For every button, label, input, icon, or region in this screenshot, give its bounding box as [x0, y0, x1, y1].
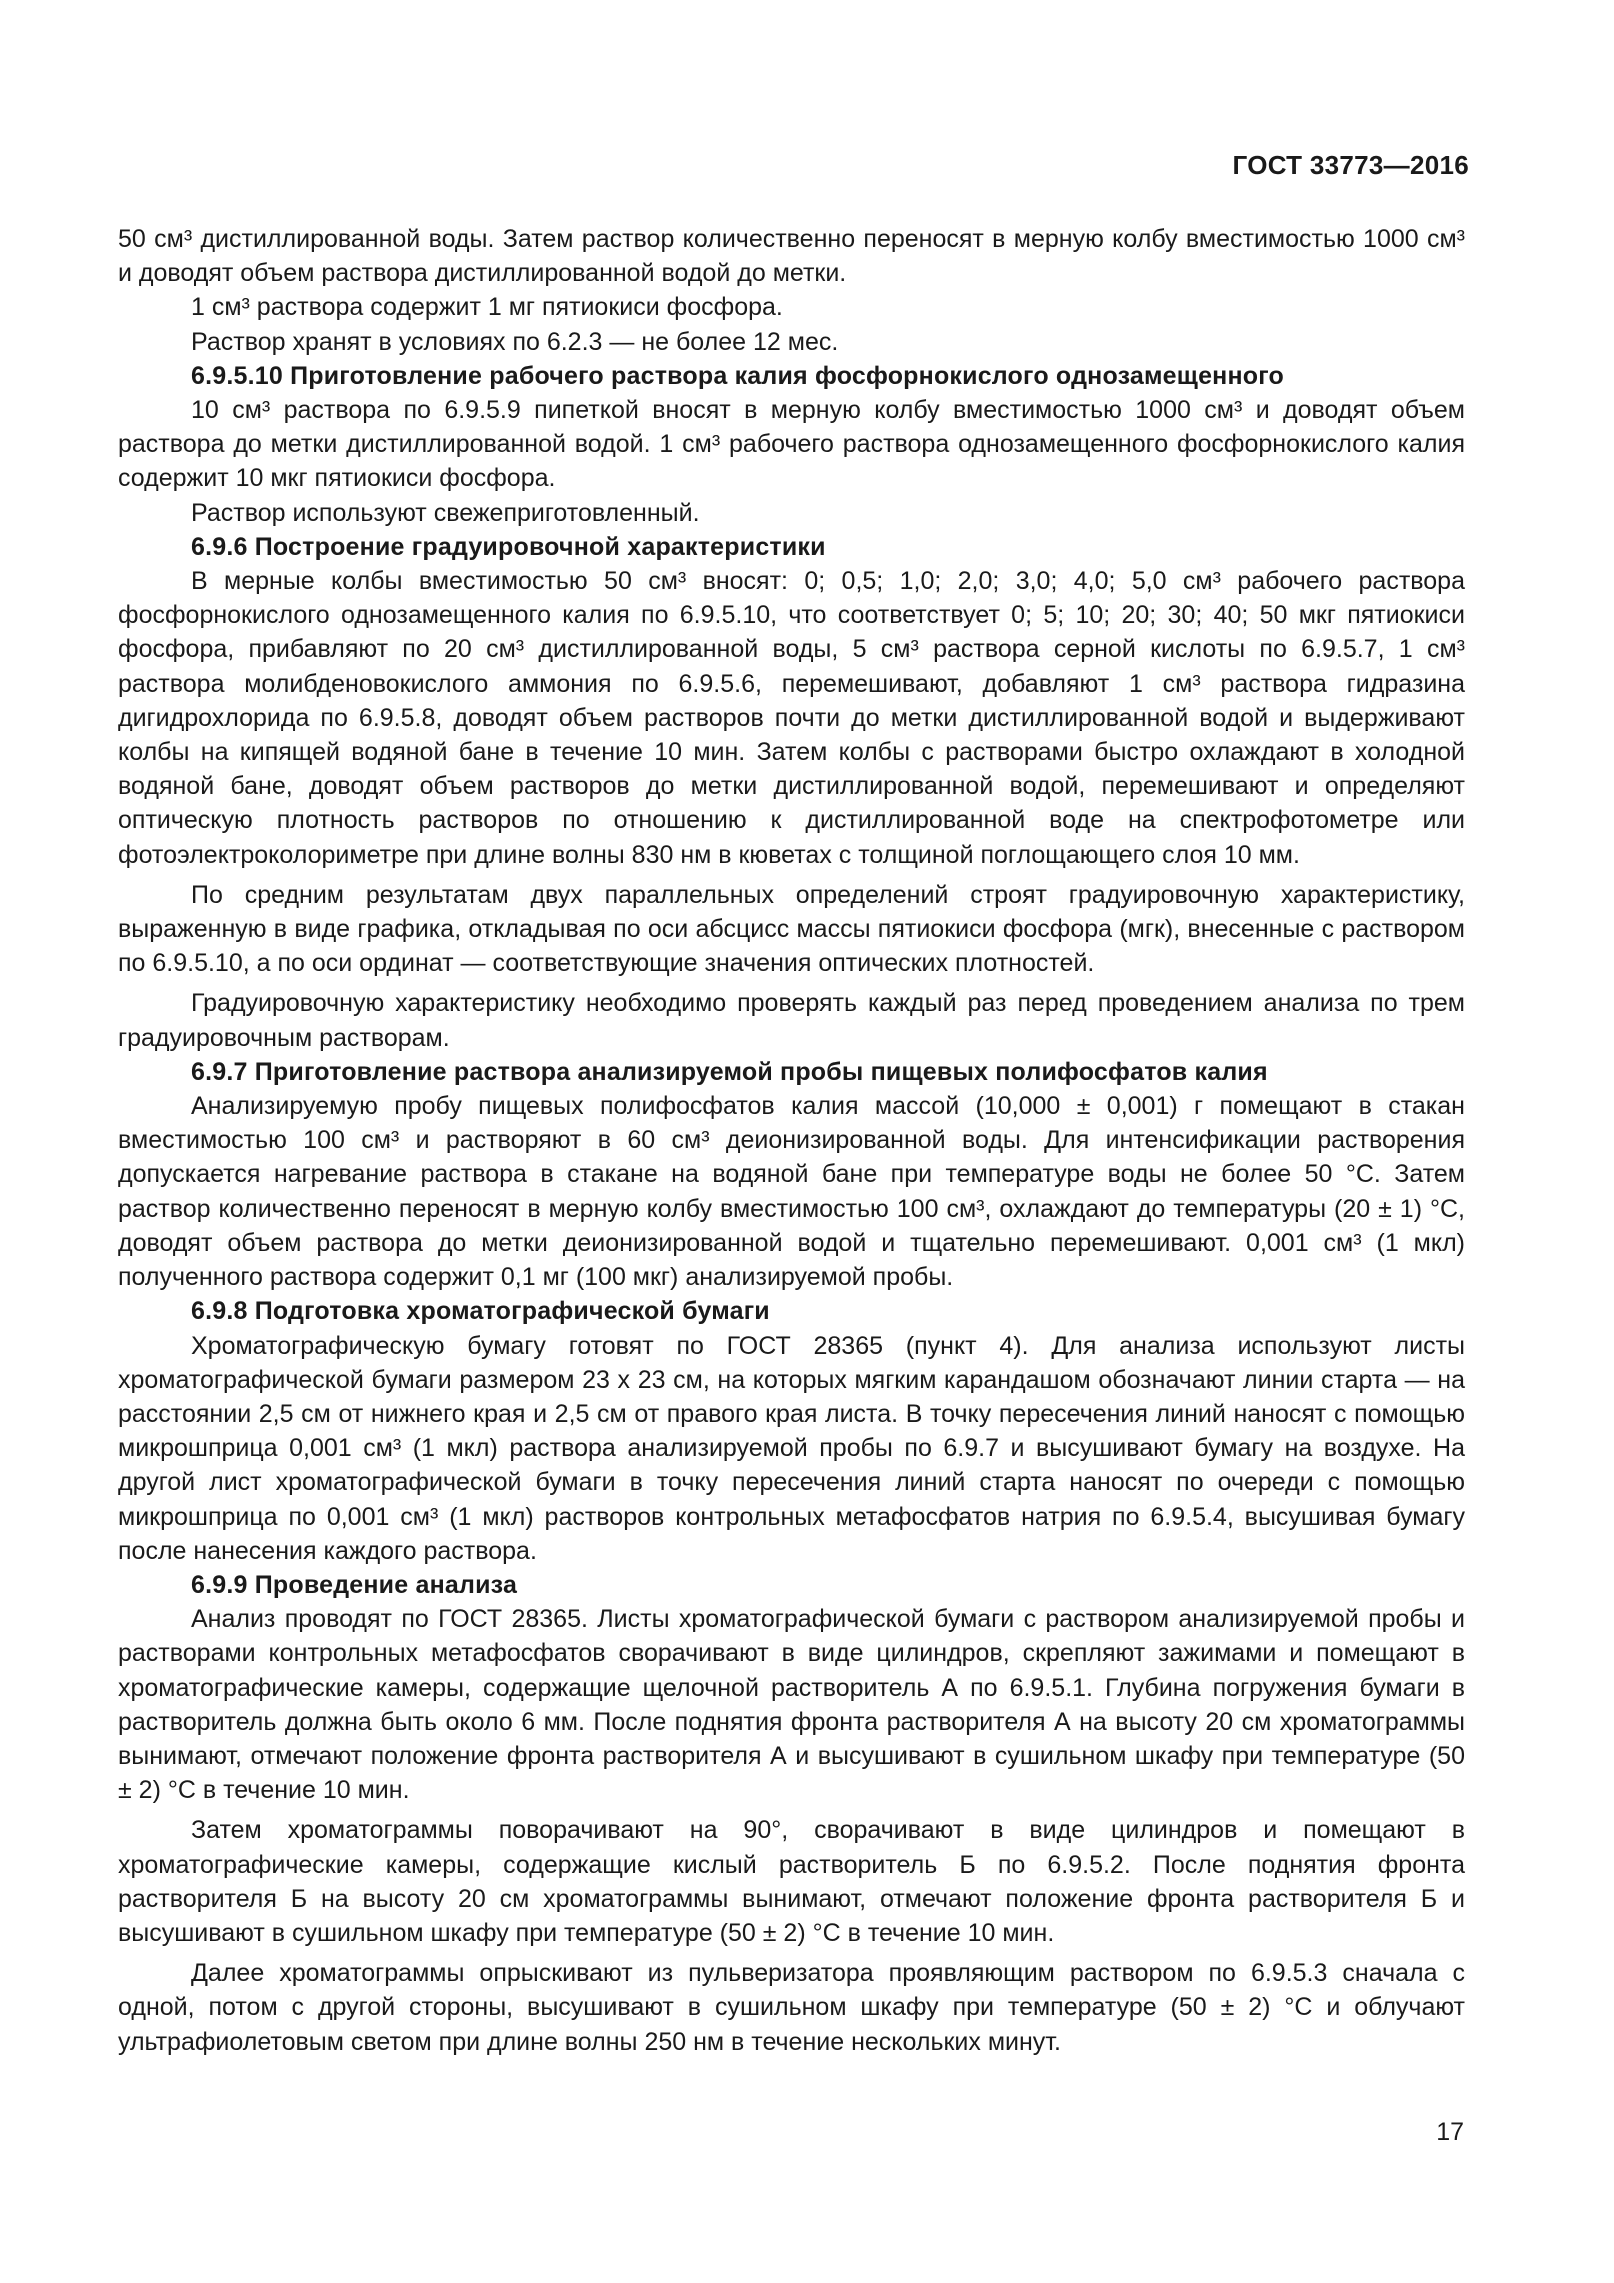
section-heading: 6.9.9 Проведение анализа — [191, 1570, 518, 1599]
page-number: 17 — [1436, 2118, 1464, 2146]
section-heading: 6.9.5.10 Приготовление рабочего раствора калия фосфорнокислого однозамещенного — [191, 361, 1285, 390]
section-heading: 6.9.6 Построение градуировочной характеристики — [191, 532, 826, 561]
section-heading: 6.9.8 Подготовка хроматографической бумаги — [191, 1297, 770, 1326]
paragraph: 1 см³ раствора содержит 1 мг пятиокиси фосфора. — [191, 293, 783, 322]
paragraph: Затем хроматограммы поворачивают на 90°, сворачивают в виде цилиндров и помещают в хроматографические камеры, содержащие кислый растворитель Б по 6.9.5.2. После поднятия фронта растворителя Б на высоту 20 см хроматограммы вынимают, отмечают положение фронта растворителя Б и высушивают в сушильном шкафу при температуре (50 ± 2) °С в течение 10 мин. — [118, 1816, 1465, 1947]
paragraph: Хроматографическую бумагу готовят по ГОСТ 28365 (пункт 4). Для анализа используют листы хроматографической бумаги размером 23 х 23 см, на которых мягким карандашом обозначают линии старта — на расстоянии 2,5 см от нижнего края и 2,5 см от правого края листа. В точку пересечения линий наносят с помощью микрошприца 0,001 см³ (1 мкл) раствора анализируемой пробы по 6.9.7 и высушивают бумагу на воздухе. На другой лист хроматографической бумаги в точку пересечения линий старта наносят по очереди с помощью микрошприца по 0,001 см³ (1 мкл) растворов контрольных метафосфатов натрия по 6.9.5.4, высушивая бумагу после нанесения каждого раствора. — [118, 1331, 1465, 1565]
paragraph: Градуировочную характеристику необходимо проверять каждый раз перед проведением анализа по трем градуировочным растворам. — [118, 989, 1465, 1052]
standard-header: ГОСТ 33773—2016 — [1232, 150, 1469, 180]
paragraph: Раствор хранят в условиях по 6.2.3 — не более 12 мес. — [191, 327, 839, 356]
section-heading: 6.9.7 Приготовление раствора анализируемой пробы пищевых полифосфатов калия — [191, 1057, 1268, 1086]
paragraph: Анализ проводят по ГОСТ 28365. Листы хроматографической бумаги с раствором анализируемой пробы и растворами контрольных метафосфатов сворачивают в виде цилиндров, скрепляют зажимами и помещают в хроматографические камеры, содержащие щелочной растворитель А по 6.9.5.1. Глубина погружения бумаги в растворитель должна быть около 6 мм. После поднятия фронта растворителя А на высоту 20 см хроматограммы вынимают, отмечают положение фронта растворителя А и высушивают в сушильном шкафу при температуре (50 ± 2) °С в течение 10 мин. — [118, 1605, 1465, 1805]
paragraph: 10 см³ раствора по 6.9.5.9 пипеткой вносят в мерную колбу вместимостью 1000 см³ и доводят объем раствора до метки дистиллированной водой. 1 см³ рабочего раствора однозамещенного фосфорнокислого калия содержит 10 мкг пятиокиси фосфора. — [118, 396, 1465, 493]
paragraph: 50 см³ дистиллированной воды. Затем раствор количественно переносят в мерную колбу вместимостью 1000 см³ и доводят объем раствора дистиллированной водой до метки. — [118, 225, 1465, 288]
document-body — [118, 222, 1465, 2059]
paragraph: Раствор используют свежеприготовленный. — [191, 498, 700, 527]
paragraph: По средним результатам двух параллельных определений строят градуировочную характеристику, выраженную в виде графика, откладывая по оси абсцисс массы пятиокиси фосфора (мгк), внесенные с раствором по 6.9.5.10, а по оси ординат — соответствующие значения оптических плотностей. — [118, 880, 1465, 978]
paragraph: Анализируемую пробу пищевых полифосфатов калия массой (10,000 ± 0,001) г помещают в стакан вместимостью 100 см³ и растворяют в 60 см³ деионизированной воды. Для интенсификации растворения допускается нагревание раствора в стакане на водяной бане при температуре воды не более 50 °С. Затем раствор количественно переносят в мерную колбу вместимостью 100 см³, охлаждают до температуры (20 ± 1) °С, доводят объем раствора до метки деионизированной водой и тщательно перемешивают. 0,001 см³ (1 мкл) полученного раствора содержит 0,1 мг (100 мкг) анализируемой пробы. — [118, 1092, 1465, 1292]
paragraph: Далее хроматограммы опрыскивают из пульверизатора проявляющим раствором по 6.9.5.3 сначала с одной, потом с другой стороны, высушивают в сушильном шкафу при температуре (50 ± 2) °С и облучают ультрафиолетовым светом при длине волны 250 нм в течение нескольких минут. — [118, 1959, 1465, 2056]
paragraph: В мерные колбы вместимостью 50 см³ вносят: 0; 0,5; 1,0; 2,0; 3,0; 4,0; 5,0 см³ рабочего раствора фосфорнокислого однозамещенного калия по 6.9.5.10, что соответствует 0; 5; 10; 20; 30; 40; 50 мкг пятиокиси фосфора, прибавляют по 20 см³ дистиллированной воды, 5 см³ раствора серной кислоты по 6.9.5.7, 1 см³ раствора молибденовокислого аммония по 6.9.5.6, перемешивают, добавляют 1 см³ раствора гидразина дигидрохлорида по 6.9.5.8, доводят объем растворов почти до метки дистиллированной водой и выдерживают колбы на кипящей водяной бане в течение 10 мин. Затем колбы с растворами быстро охлаждают в холодной водяной бане, доводят объем растворов до метки дистиллированной водой, перемешивают и определяют оптическую плотность растворов по отношению к дистиллированной воде на спектрофотометре или фотоэлектроколориметре при длине волны 830 нм в кюветах с толщиной поглощающего слоя 10 мм. — [118, 567, 1465, 869]
